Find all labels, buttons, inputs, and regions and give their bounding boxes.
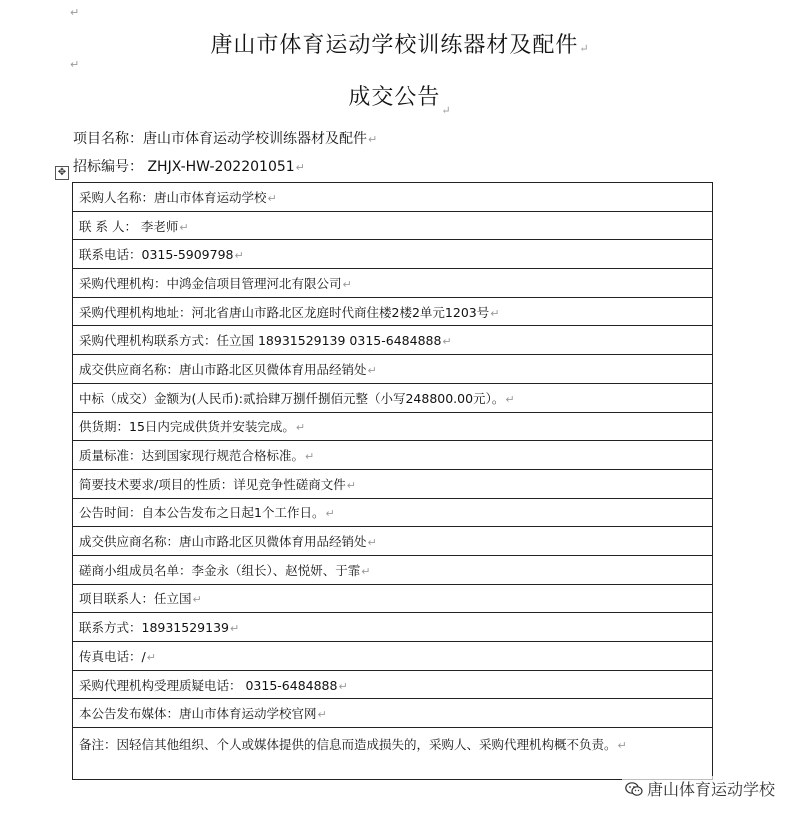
table-row xyxy=(73,670,713,699)
row-text: 传真电话：/ xyxy=(79,648,146,664)
table-cell xyxy=(73,269,713,298)
table-move-handle-icon[interactable]: ✥ xyxy=(55,166,69,180)
table-cell xyxy=(73,469,713,498)
row-text: 联系电话：0315-5909798 xyxy=(79,247,234,263)
table-row xyxy=(73,555,713,584)
table-row xyxy=(73,728,713,780)
return-mark: ↵ xyxy=(367,536,377,550)
row-text: 联系方式：18931529139 xyxy=(79,620,229,636)
row-text: 公告时间：自本公告发布之日起1个工作日。 xyxy=(79,505,325,521)
return-mark: ↵ xyxy=(368,133,378,146)
row-text: 采购代理机构地址：河北省唐山市路北区龙庭时代商住楼2楼2单元1203号 xyxy=(79,304,490,320)
table-row xyxy=(73,642,713,671)
wechat-icon xyxy=(625,781,643,797)
table-row xyxy=(73,498,713,527)
table-row xyxy=(73,383,713,412)
table-cell xyxy=(73,527,713,556)
document-subtitle xyxy=(0,80,800,117)
title-line-2: 成交公告 xyxy=(348,85,441,110)
announcement-table xyxy=(72,182,713,780)
watermark xyxy=(622,776,778,801)
table-cell xyxy=(73,412,713,441)
row-text: 备注：因轻信其他组织、个人或媒体提供的信息而造成损失的，采购人、采购代理机构概不负责。 xyxy=(79,737,617,753)
return-mark: ↵ xyxy=(579,42,590,55)
table-cell xyxy=(73,728,713,780)
table-cell xyxy=(73,699,713,728)
row-text: 联 系 人： 李老师 xyxy=(79,218,179,234)
return-mark: ↵ xyxy=(367,363,377,377)
row-text: 采购代理机构受理质疑电话： 0315-6484888 xyxy=(79,677,338,693)
tender-no-line xyxy=(73,156,305,176)
table-cell xyxy=(73,383,713,412)
row-text: 中标（成交）金额为(人民币):贰拾肆万捌仟捌佰元整（小写248800.00元）。 xyxy=(79,390,505,406)
row-text: 供货期：15日内完成供货并安装完成。 xyxy=(79,419,295,435)
table-cell xyxy=(73,297,713,326)
return-mark: ↵ xyxy=(617,739,627,753)
return-mark: ↵ xyxy=(361,564,371,578)
table-cell xyxy=(73,498,713,527)
row-text: 成交供应商名称：唐山市路北区贝微体育用品经销处 xyxy=(79,534,367,550)
row-text: 采购代理机构：中鸿金信项目管理河北有限公司 xyxy=(79,275,342,291)
return-mark: ↵ xyxy=(295,421,306,435)
table-cell xyxy=(73,441,713,470)
table-row xyxy=(73,269,713,298)
row-text: 磋商小组成员名单：李金永（组长）、赵悦妍、于霏 xyxy=(79,562,361,578)
return-mark: ↵ xyxy=(505,392,515,406)
return-mark: ↵ xyxy=(229,622,240,636)
return-mark: ↵ xyxy=(317,708,327,722)
row-text: 本公告发布媒体：唐山市体育运动学校官网 xyxy=(79,706,317,722)
row-text: 项目联系人：任立国 xyxy=(79,591,192,607)
table-row xyxy=(73,584,713,613)
table-row xyxy=(73,240,713,269)
table-row xyxy=(73,326,713,355)
table-row xyxy=(73,297,713,326)
return-mark: ↵ xyxy=(338,679,348,693)
watermark-text: 唐山体育运动学校 xyxy=(646,780,775,799)
return-mark: ↵ xyxy=(146,650,156,664)
table-cell xyxy=(73,555,713,584)
return-mark: ↵ xyxy=(267,191,277,205)
return-mark: ↵ xyxy=(442,335,452,349)
return-mark: ↵ xyxy=(325,507,335,521)
row-text: 成交供应商名称：唐山市路北区贝微体育用品经销处 xyxy=(79,361,367,377)
row-text: 采购代理机构联系方式：任立国 18931529139 0315-6484888 xyxy=(79,333,442,349)
return-mark: ↵ xyxy=(342,277,352,291)
table-row xyxy=(73,183,713,212)
return-mark: ↵ xyxy=(234,249,244,263)
return-mark: ↵ xyxy=(305,450,315,464)
table-cell xyxy=(73,613,713,642)
table-row xyxy=(73,441,713,470)
return-mark: ↵ xyxy=(441,104,452,117)
tender-number: 招标编号： ZHJX-HW-202201051 xyxy=(73,159,295,175)
table-row xyxy=(73,469,713,498)
table-row xyxy=(73,527,713,556)
table-cell xyxy=(73,240,713,269)
table-row xyxy=(73,355,713,384)
return-mark: ↵ xyxy=(295,161,305,174)
table-row xyxy=(73,412,713,441)
title-line-1: 唐山市体育运动学校训练器材及配件 xyxy=(210,33,579,58)
return-mark: ↵ xyxy=(179,220,189,234)
table-cell xyxy=(73,326,713,355)
row-text: 采购人名称：唐山市体育运动学校 xyxy=(79,189,267,205)
table-row xyxy=(73,613,713,642)
return-mark: ↵ xyxy=(490,306,500,320)
table-cell xyxy=(73,584,713,613)
return-mark: ↵ xyxy=(70,6,80,19)
row-text: 简要技术要求/项目的性质：详见竞争性磋商文件 xyxy=(79,476,346,492)
table-row xyxy=(73,699,713,728)
project-name-line xyxy=(73,128,377,148)
table-cell xyxy=(73,670,713,699)
table-row xyxy=(73,211,713,240)
table-cell xyxy=(73,642,713,671)
document-title xyxy=(0,28,800,59)
table-cell xyxy=(73,211,713,240)
row-text: 质量标准：达到国家现行规范合格标准。 xyxy=(79,448,305,464)
return-mark: ↵ xyxy=(346,478,356,492)
return-mark: ↵ xyxy=(70,58,80,71)
return-mark: ↵ xyxy=(192,593,202,607)
project-name: 项目名称：唐山市体育运动学校训练器材及配件 xyxy=(73,131,367,147)
table-cell xyxy=(73,183,713,212)
table-cell xyxy=(73,355,713,384)
